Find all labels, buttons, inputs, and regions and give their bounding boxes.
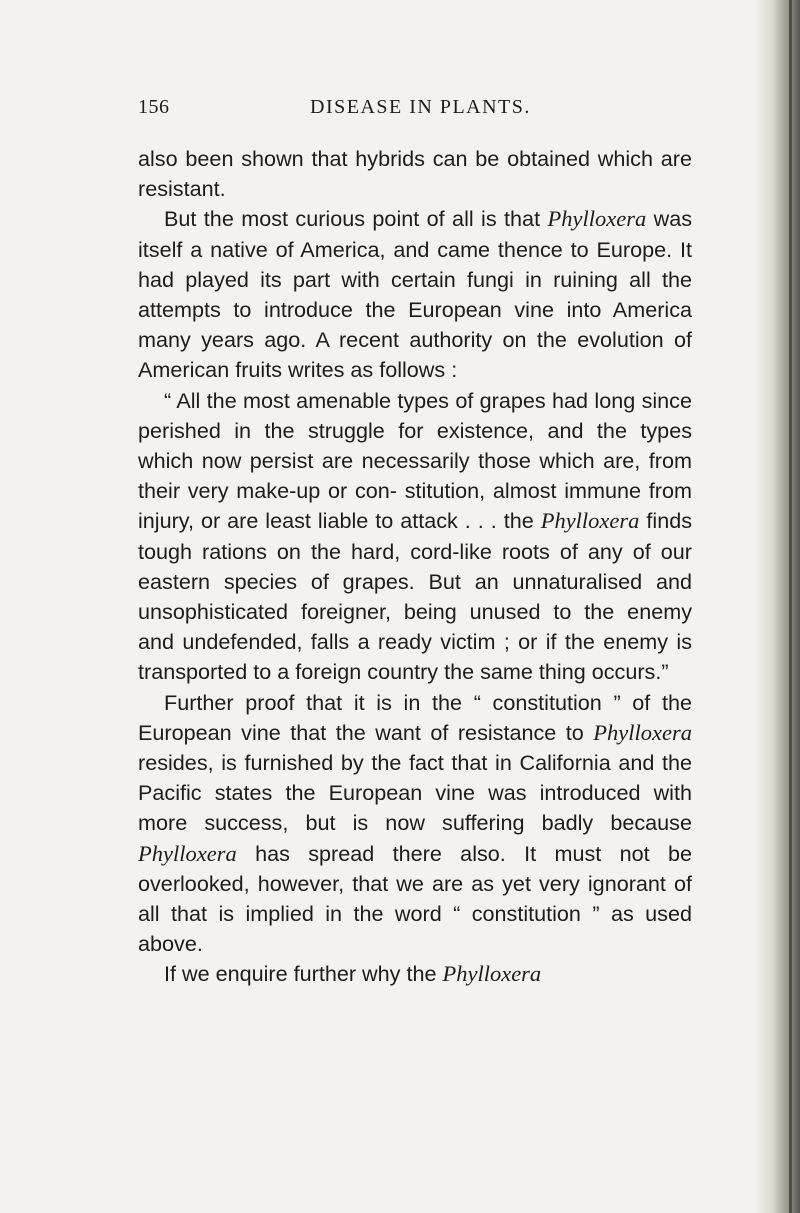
paragraph-3-text-a: “ All the most amenable types of grapes had long since perished in the struggle for existence, and the types which now persist are necessarily those which are, from their very make-up or con- stitution, almost immune from injury, or are least liable to attack . . . the [138, 387, 692, 534]
paragraph-4-text-c: has spread there also. It must not be overlooked, however, that we are as yet very ignorant of all that is implied in the word “ constitution ” as used above. [138, 840, 693, 957]
paragraph-1 [138, 144, 692, 204]
page-edge-line [789, 0, 792, 1213]
paragraph-5 [138, 959, 692, 989]
paragraph-4-text-b: resides, is furnished by the fact that in California and the Pacific states the European vine was introduced with more success, but is now suffering badly because [138, 750, 692, 836]
running-title: DISEASE IN PLANTS. [310, 96, 531, 118]
paragraph-2-text-b: was itself a native of America, and came thence to Europe. It had played its part with certain fungi in ruining all the attempts to introduce the European vine into America many years ago. A recent authority on the evolution of American fruits writes as follows : [138, 206, 693, 383]
paragraph-4 [138, 688, 692, 960]
page-number: 156 [138, 96, 170, 118]
paragraph-3-quote [138, 386, 692, 688]
italic-term: Phylloxera [442, 961, 542, 987]
italic-term: Phylloxera [547, 206, 647, 232]
paragraph-1-text: also been shown that hybrids can be obtained which are resistant. [138, 146, 692, 202]
paragraph-2 [138, 204, 692, 385]
italic-term: Phylloxera [540, 508, 640, 534]
page-edge-shadow [754, 0, 800, 1213]
italic-term: Phylloxera [138, 840, 237, 866]
paragraph-4-text-a: Further proof that it is in the “ constitution ” of the European vine that the want of resistance to [138, 689, 692, 745]
body-text [138, 144, 692, 990]
paragraph-2-text-a: But the most curious point of all is that [164, 206, 541, 232]
italic-term: Phylloxera [593, 719, 693, 745]
paragraph-5-text-a: If we enquire further why the [164, 961, 437, 987]
running-head [120, 96, 680, 124]
paragraph-3-text-b: finds tough rations on the hard, cord-like roots of any of our eastern species of grapes. But an unnaturalised and unsophisticated foreigner, being unused to the enemy and undefended, falls a ready victim ; or if the enemy is transported to a foreign country the same thing occurs.” [138, 508, 693, 685]
